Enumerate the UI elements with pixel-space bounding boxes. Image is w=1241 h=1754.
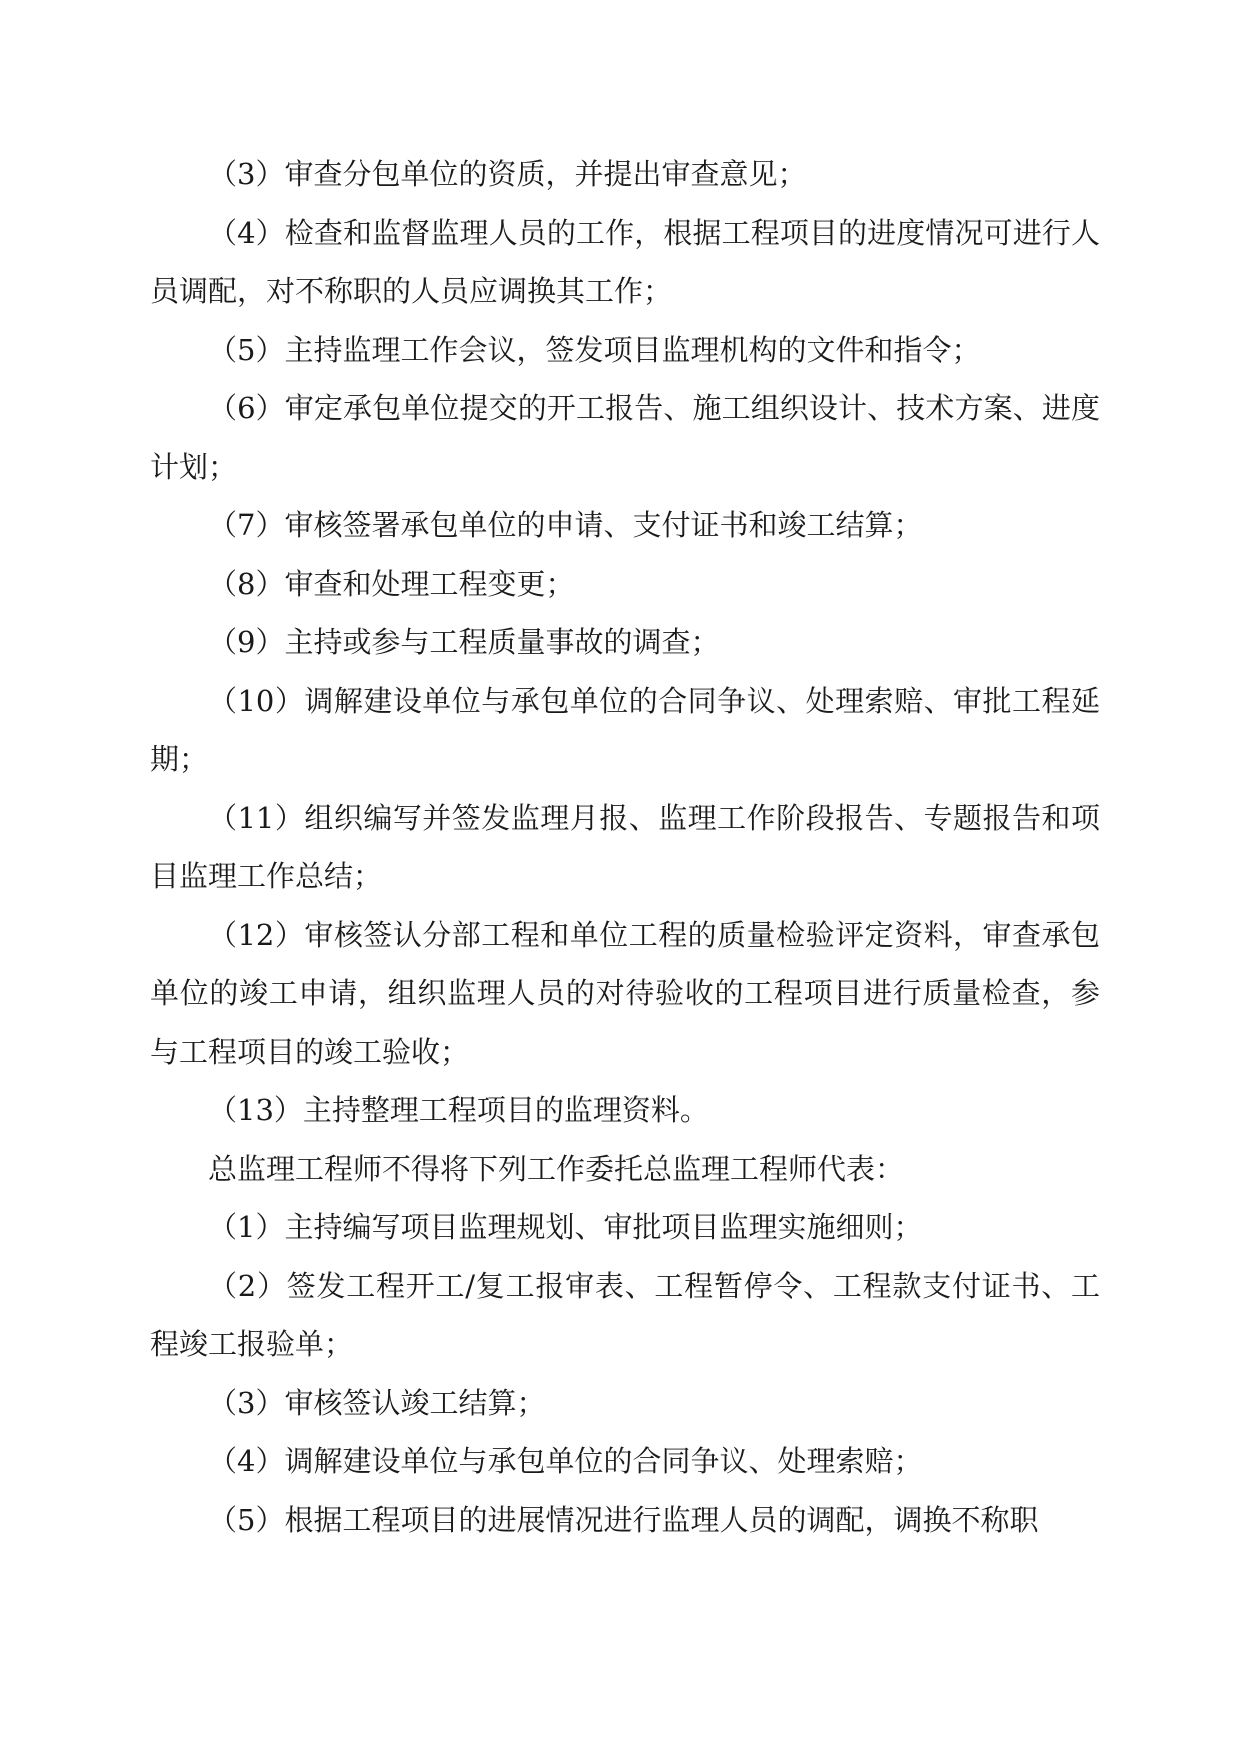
paragraph: （12）审核签认分部工程和单位工程的质量检验评定资料，审查承包单位的竣工申请，组织监理人员的对待验收的工程项目进行质量检查，参与工程项目的竣工验收； bbox=[150, 917, 1100, 1069]
paragraph: （8）审查和处理工程变更； bbox=[208, 566, 575, 601]
paragraph: （4）检查和监督监理人员的工作，根据工程项目的进度情况可进行人员调配，对不称职的人员应调换其工作； bbox=[150, 215, 1100, 308]
paragraph: （11）组织编写并签发监理月报、监理工作阶段报告、专题报告和项目监理工作总结； bbox=[150, 800, 1100, 893]
paragraph: （5）根据工程项目的进展情况进行监理人员的调配，调换不称职 bbox=[208, 1502, 1039, 1537]
paragraph: （4）调解建设单位与承包单位的合同争议、处理索赔； bbox=[208, 1444, 923, 1478]
paragraph: （9）主持或参与工程质量事故的调查； bbox=[208, 625, 720, 659]
paragraph: （1）主持编写项目监理规划、审批项目监理实施细则； bbox=[208, 1210, 923, 1244]
paragraph: （6）审定承包单位提交的开工报告、施工组织设计、技术方案、进度计划； bbox=[150, 391, 1100, 484]
paragraph: （3）审核签认竣工结算； bbox=[208, 1385, 546, 1420]
paragraph: （10）调解建设单位与承包单位的合同争议、处理索赔、审批工程延期； bbox=[150, 683, 1100, 776]
paragraph: （2）签发工程开工/复工报审表、工程暂停令、工程款支付证书、工程竣工报验单； bbox=[150, 1268, 1100, 1361]
paragraph: （7）审核签署承包单位的申请、支付证书和竣工结算； bbox=[208, 508, 923, 542]
paragraph: （13）主持整理工程项目的监理资料。 bbox=[208, 1093, 709, 1127]
paragraph: 总监理工程师不得将下列工作委托总监理工程师代表： bbox=[208, 1151, 905, 1186]
paragraph: （5）主持监理工作会议，签发项目监理机构的文件和指令； bbox=[208, 332, 981, 367]
paragraph: （3）审查分包单位的资质，并提出审查意见； bbox=[208, 157, 807, 191]
document-page bbox=[150, 145, 1100, 1549]
